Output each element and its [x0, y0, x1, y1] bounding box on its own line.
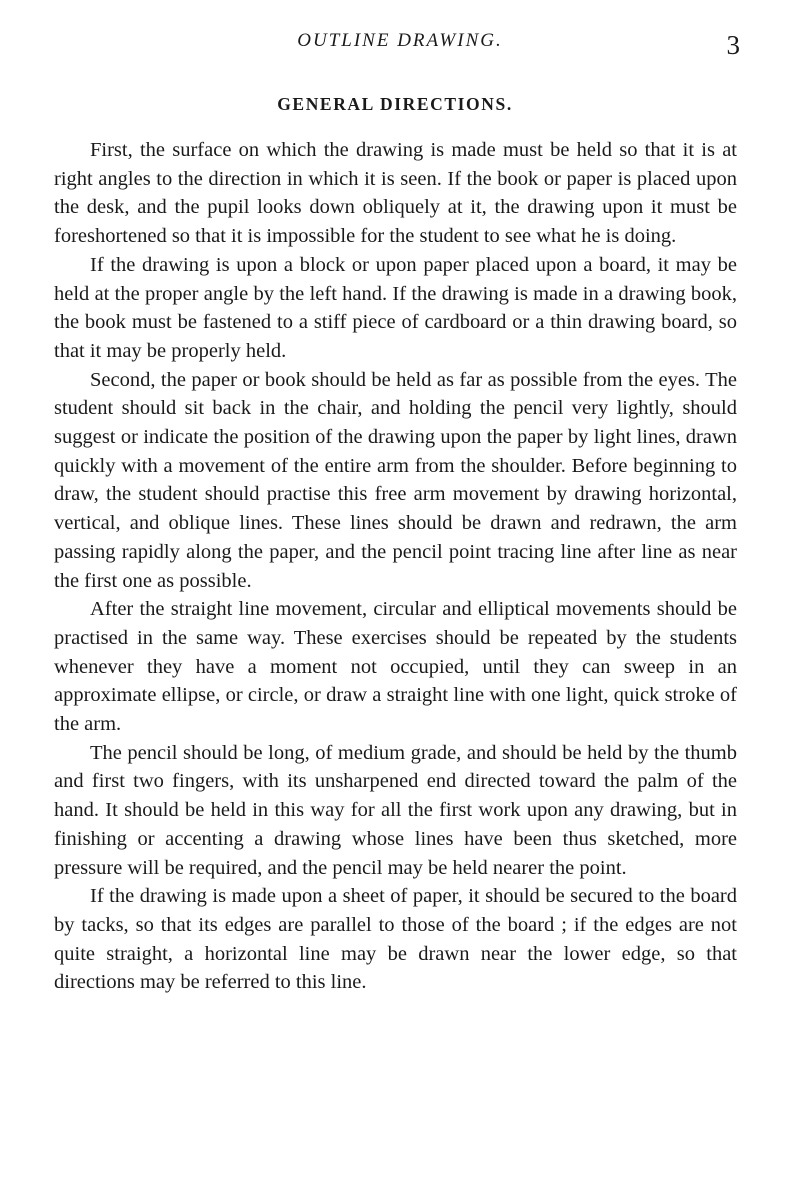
- running-head-title: OUTLINE DRAWING.: [297, 30, 503, 51]
- paragraph-surface-angle: First, the surface on which the drawing is made must be held so that it is at right angles to the direction in which it is seen. If the book or paper is placed upon the desk, and the pupil looks down obliquely at it, the drawing upon it must be foreshortened so that it is impossible for the student to see what he is doing.: [54, 139, 737, 248]
- paragraph-circular-movements: After the straight line movement, circular and elliptical movements should be practised in the same way. These exercises should be repeated by the students whenever they have a moment not occupied, until they can sweep in an approximate ellipse, or circle, or draw a straight line with one light, quick stroke of the arm.: [54, 598, 737, 736]
- body-text: [54, 136, 737, 997]
- page-number: 3: [726, 30, 740, 60]
- section-heading: GENERAL DIRECTIONS.: [277, 94, 513, 114]
- paragraph-drawing-board: If the drawing is upon a block or upon paper placed upon a board, it may be held at the proper angle by the left hand. If the drawing is made in a drawing book, the book must be fastened to a stiff piece of cardboard or a thin drawing board, so that it may be properly held.: [54, 253, 737, 362]
- paragraph-paper-tacks: If the drawing is made upon a sheet of paper, it should be secured to the board by tacks, so that its edges are parallel to those of the board ; if the edges are not quite straight, a horizontal line may be drawn near the lower edge, so that directions may be referred to this line.: [54, 885, 737, 994]
- paragraph-arm-movement: Second, the paper or book should be held as far as possible from the eyes. The student should sit back in the chair, and holding the pencil very lightly, should suggest or indicate the position of the drawing upon the paper by light lines, drawn quickly with a movement of the entire arm from the shoulder. Before beginning to draw, the student should practise this free arm movement by drawing horizontal, vertical, and oblique lines. These lines should be drawn and redrawn, the arm passing rapidly along the paper, and the pencil point tracing line after line as near the first one as possible.: [54, 368, 737, 592]
- paragraph-pencil-grip: The pencil should be long, of medium grade, and should be held by the thumb and first two fingers, with its unsharpened end directed toward the palm of the hand. It should be held in this way for all the first work upon any drawing, but in finishing or accenting a drawing whose lines have been thus sketched, more pressure will be required, and the pencil may be held nearer the point.: [54, 741, 737, 879]
